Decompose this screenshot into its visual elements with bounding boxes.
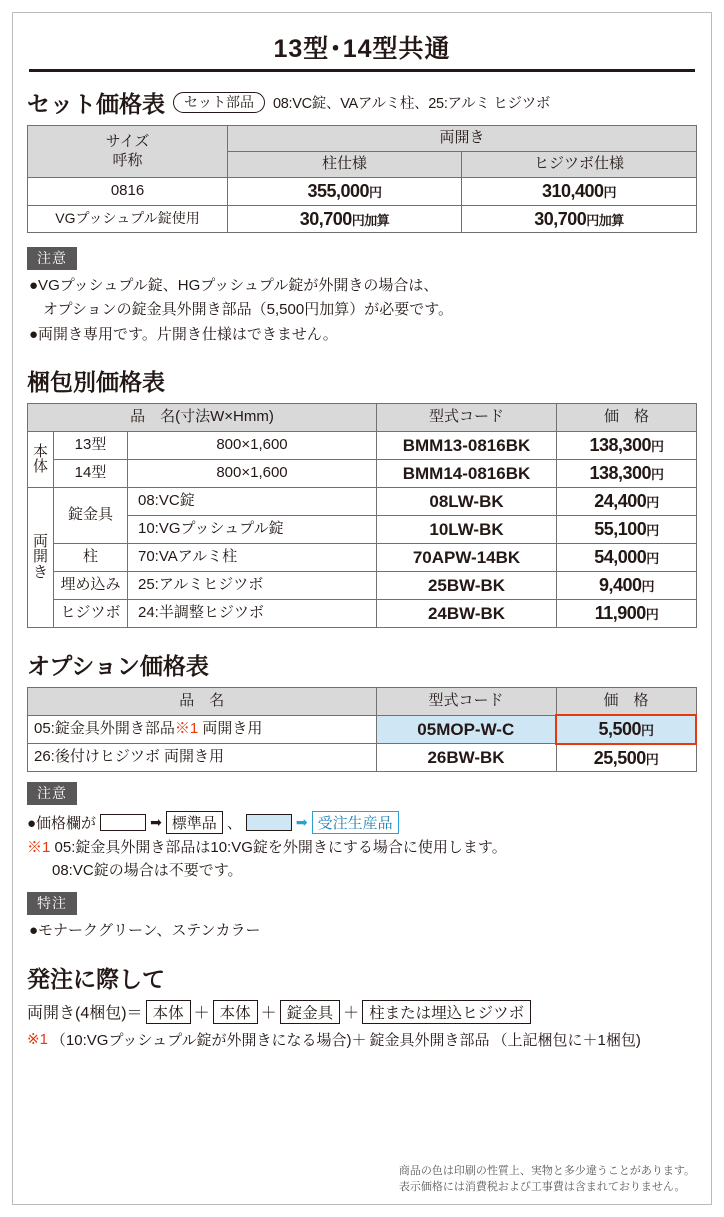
table-row bbox=[28, 487, 697, 515]
set-price-table bbox=[27, 125, 697, 233]
opt-r1-price-value: 25,500 bbox=[593, 747, 646, 768]
pack-group1-label bbox=[28, 487, 54, 627]
caution-2-note-2: 08:VC錠の場合は不要です。 bbox=[52, 861, 243, 879]
section-heading-order bbox=[27, 961, 697, 994]
table-row bbox=[28, 431, 697, 459]
pack-price-header: 価 格 bbox=[557, 403, 697, 431]
pack-g0-r1-name: 800×1,600 bbox=[128, 459, 377, 487]
pack-g1-r1-name: 10:VGプッシュプル錠 bbox=[128, 515, 377, 543]
legend-blue-swatch bbox=[246, 814, 292, 831]
caution-badge-1: 注意 bbox=[27, 247, 77, 270]
pack-group1-label-ch2: き bbox=[32, 564, 48, 582]
special-badge: 特注 bbox=[27, 892, 77, 915]
set-heading-text: セット価格表 bbox=[27, 91, 165, 117]
order-plus-1: ＋ bbox=[260, 1005, 277, 1022]
pack-g0-r1-price-unit: 円 bbox=[651, 467, 664, 482]
legend-white-swatch bbox=[100, 814, 146, 831]
pack-g1-r2-cat: 柱 bbox=[54, 543, 128, 571]
pack-g0-r0-price-unit: 円 bbox=[651, 439, 664, 454]
set-row1-price1-unit: 円加算 bbox=[351, 212, 390, 228]
pack-name-header: 品 名(寸法W×Hmm) bbox=[28, 403, 377, 431]
pack-g1-r3-price-unit: 円 bbox=[641, 579, 655, 594]
caution-2-note-1 bbox=[27, 837, 697, 860]
order-line-2-pre: （10:VGプッシュプル錠が外開きになる場合)＋ bbox=[50, 1031, 367, 1049]
caution-1-line-1: オプションの錠金具外開き部品（5,500円加算）が必要です。 bbox=[43, 301, 453, 319]
set-row0-price1-unit: 円 bbox=[369, 185, 382, 200]
opt-r0-code: 05MOP-W-C bbox=[376, 715, 556, 744]
pack-g0-r1-code: BMM14-0816BK bbox=[377, 459, 557, 487]
caution-2-notes bbox=[27, 837, 697, 882]
order-line-2-box: 錠金具外開き部品 bbox=[369, 1031, 490, 1049]
pack-g1-r4-name: 24:半調整ヒジツボ bbox=[128, 599, 377, 627]
opt-r1-code: 26BW-BK bbox=[376, 744, 556, 772]
opt-r1-price bbox=[556, 744, 696, 772]
set-row1-price1 bbox=[228, 205, 462, 233]
order-line-2 bbox=[27, 1029, 697, 1050]
special-line: ●モナークグリーン、ステンカラー bbox=[29, 922, 261, 940]
catalog-page bbox=[12, 12, 712, 1205]
pack-g1-r3-code: 25BW-BK bbox=[377, 571, 557, 599]
pack-g1-r0-code: 08LW-BK bbox=[377, 487, 557, 515]
opt-r0-name bbox=[28, 715, 377, 744]
order-line-1 bbox=[27, 1000, 697, 1024]
order-box-1: 本体 bbox=[213, 1000, 258, 1024]
caution-1-line-0: ●VGプッシュプル錠、HGプッシュプル錠が外開きの場合は、 bbox=[29, 277, 439, 294]
order-plus-2: ＋ bbox=[343, 1005, 360, 1022]
legend-madeto-order-tag: 受注生産品 bbox=[312, 811, 399, 834]
pack-g1-r3-price bbox=[557, 571, 697, 599]
pack-g1-r2-name: 70:VAアルミ柱 bbox=[128, 543, 377, 571]
pack-g1-r4-cat: ヒジツボ bbox=[54, 599, 128, 627]
pack-g1-r2-price-value: 54,000 bbox=[594, 547, 647, 567]
set-col1-header: 柱仕様 bbox=[228, 152, 462, 178]
pack-code-header: 型式コード bbox=[377, 403, 557, 431]
set-row1-price1-value: 30,700 bbox=[299, 208, 352, 229]
opt-r0-name-mark: ※1 bbox=[174, 720, 199, 738]
price-legend bbox=[27, 811, 697, 834]
order-line-2-post: （上記梱包に＋1梱包) bbox=[492, 1031, 641, 1049]
page-title: 13型･14型共通 bbox=[29, 29, 695, 72]
set-size-header-line2: 呼称 bbox=[112, 151, 143, 169]
footer-notes bbox=[399, 1164, 695, 1196]
pack-g1-r3-cat: 埋め込み bbox=[54, 571, 128, 599]
set-row0-price1 bbox=[228, 178, 462, 206]
order-plus-0: ＋ bbox=[193, 1005, 210, 1022]
arrow-right-icon: ➡ bbox=[150, 814, 162, 831]
table-row bbox=[28, 571, 697, 599]
footer-line-1: 商品の色は印刷の性質上、実物と多少違うことがあります。 bbox=[398, 1165, 695, 1178]
set-row0-price2-unit: 円 bbox=[603, 185, 617, 200]
table-row bbox=[28, 459, 697, 487]
set-row1-label: VGプッシュプル錠使用 bbox=[28, 205, 228, 233]
table-row bbox=[28, 205, 697, 233]
pack-group0-label-ch0: 本 bbox=[32, 442, 48, 460]
option-heading-text: オプション価格表 bbox=[27, 652, 209, 679]
opt-r0-price-value: 5,500 bbox=[598, 719, 642, 740]
opt-code-header: 型式コード bbox=[376, 687, 556, 715]
table-row bbox=[28, 599, 697, 627]
order-heading-text: 発注に際して bbox=[27, 965, 165, 992]
set-row0-label: 0816 bbox=[28, 178, 228, 206]
set-parts-note: 08:VC錠、VAアルミ柱、25:アルミ ヒジツボ bbox=[273, 96, 551, 112]
caution-2-note-1-text: 05:錠金具外開き部品は10:VG錠を外開きにする場合に使用します。 bbox=[50, 839, 507, 857]
set-size-header-line1: サイズ bbox=[105, 132, 150, 150]
table-row bbox=[28, 403, 697, 431]
table-row bbox=[28, 126, 697, 152]
pack-g0-r1-price-value: 138,300 bbox=[589, 463, 652, 483]
pack-group0-label bbox=[28, 431, 54, 487]
order-box-0: 本体 bbox=[146, 1000, 191, 1024]
caution-badge-2: 注意 bbox=[27, 782, 77, 805]
pack-g0-r1-cat: 14型 bbox=[54, 459, 128, 487]
pack-g0-r0-code: BMM13-0816BK bbox=[377, 431, 557, 459]
set-parts-pill: セット部品 bbox=[173, 92, 265, 114]
pack-g0-r0-price-value: 138,300 bbox=[589, 435, 652, 455]
pack-g1-r1-price-value: 55,100 bbox=[594, 519, 647, 539]
set-row0-price2 bbox=[461, 178, 696, 206]
legend-standard-tag: 標準品 bbox=[166, 811, 223, 834]
pack-group1-label-ch0: 両 bbox=[32, 532, 48, 550]
opt-r0-price bbox=[556, 715, 696, 744]
pack-g1-r0-price-value: 24,400 bbox=[594, 491, 647, 511]
pack-group0-label-ch1: 体 bbox=[32, 458, 48, 476]
pack-g0-r0-price bbox=[557, 431, 697, 459]
table-row bbox=[28, 715, 697, 744]
pack-g0-r1-price bbox=[557, 459, 697, 487]
option-price-table bbox=[27, 687, 697, 773]
pack-g1-r3-name: 25:アルミヒジツボ bbox=[128, 571, 377, 599]
order-box-2: 錠金具 bbox=[280, 1000, 341, 1024]
pack-g1-r1-price-unit: 円 bbox=[646, 523, 659, 538]
opt-price-header: 価 格 bbox=[556, 687, 696, 715]
set-row1-price2-unit: 円加算 bbox=[586, 212, 624, 228]
pack-g0-r0-cat: 13型 bbox=[54, 431, 128, 459]
set-col2-header: ヒジツボ仕様 bbox=[461, 152, 696, 178]
table-row bbox=[28, 178, 697, 206]
pack-g1-r2-price bbox=[557, 543, 697, 571]
set-row0-price1-value: 355,000 bbox=[307, 181, 370, 201]
opt-r0-name-pre: 05:錠金具外開き部品 bbox=[34, 720, 175, 738]
pack-g1-r4-price bbox=[557, 599, 697, 627]
pack-g1-r3-price-value: 9,400 bbox=[598, 575, 642, 595]
caution-1-line-2: ●両開き専用です。片開き仕様はできません。 bbox=[29, 325, 338, 343]
order-line-2-mark: ※1 bbox=[27, 1031, 48, 1048]
set-row1-price2-value: 30,700 bbox=[534, 208, 587, 229]
pack-g1-r4-price-value: 11,900 bbox=[594, 603, 646, 623]
opt-name-header: 品 名 bbox=[28, 687, 377, 715]
opt-r1-price-unit: 円 bbox=[645, 751, 659, 767]
table-row bbox=[28, 543, 697, 571]
caution-1-list bbox=[29, 274, 697, 346]
section-heading-set bbox=[27, 86, 697, 119]
pack-g0-r0-name: 800×1,600 bbox=[128, 431, 377, 459]
order-box-3: 柱または埋込ヒジツボ bbox=[362, 1000, 531, 1024]
pack-g1-cat-lock: 錠金具 bbox=[54, 487, 128, 543]
caution-2-note-1-mark: ※1 bbox=[27, 839, 51, 857]
set-size-header bbox=[28, 126, 228, 178]
pack-group1-label-ch1: 開 bbox=[32, 548, 48, 566]
pack-g1-r2-code: 70APW-14BK bbox=[377, 543, 557, 571]
opt-r1-name: 26:後付けヒジツボ 両開き用 bbox=[28, 744, 377, 772]
pack-g1-r0-price-unit: 円 bbox=[646, 495, 659, 510]
pack-g1-r0-price bbox=[557, 487, 697, 515]
footer-line-2: 表示価格には消費税および工事費は含まれておりません。 bbox=[398, 1181, 686, 1194]
package-heading-text: 梱包別価格表 bbox=[27, 368, 165, 395]
legend-separator: 、 bbox=[226, 815, 242, 833]
package-price-table bbox=[27, 403, 697, 628]
order-line-1-prefix: 両開き(4梱包)＝ bbox=[27, 1005, 143, 1022]
section-heading-package bbox=[27, 364, 697, 397]
arrow-right-blue-icon: ➡ bbox=[295, 814, 308, 831]
table-row bbox=[28, 744, 697, 772]
set-row0-price2-value: 310,400 bbox=[541, 181, 604, 201]
pack-g1-r4-code: 24BW-BK bbox=[377, 599, 557, 627]
pack-g1-r2-price-unit: 円 bbox=[646, 551, 659, 566]
pack-g1-r1-code: 10LW-BK bbox=[377, 515, 557, 543]
opt-r0-price-unit: 円 bbox=[641, 723, 654, 739]
pack-g1-r4-price-unit: 円 bbox=[645, 607, 659, 622]
pack-g1-r1-price bbox=[557, 515, 697, 543]
set-row1-price2 bbox=[461, 205, 696, 233]
table-row bbox=[28, 515, 697, 543]
set-group-header: 両開き bbox=[228, 126, 697, 152]
section-heading-option bbox=[27, 648, 697, 681]
pack-g1-r0-name: 08:VC錠 bbox=[128, 487, 377, 515]
legend-prefix: ●価格欄が bbox=[27, 815, 97, 833]
opt-r0-name-post: 両開き用 bbox=[198, 720, 263, 738]
table-row bbox=[28, 687, 697, 715]
